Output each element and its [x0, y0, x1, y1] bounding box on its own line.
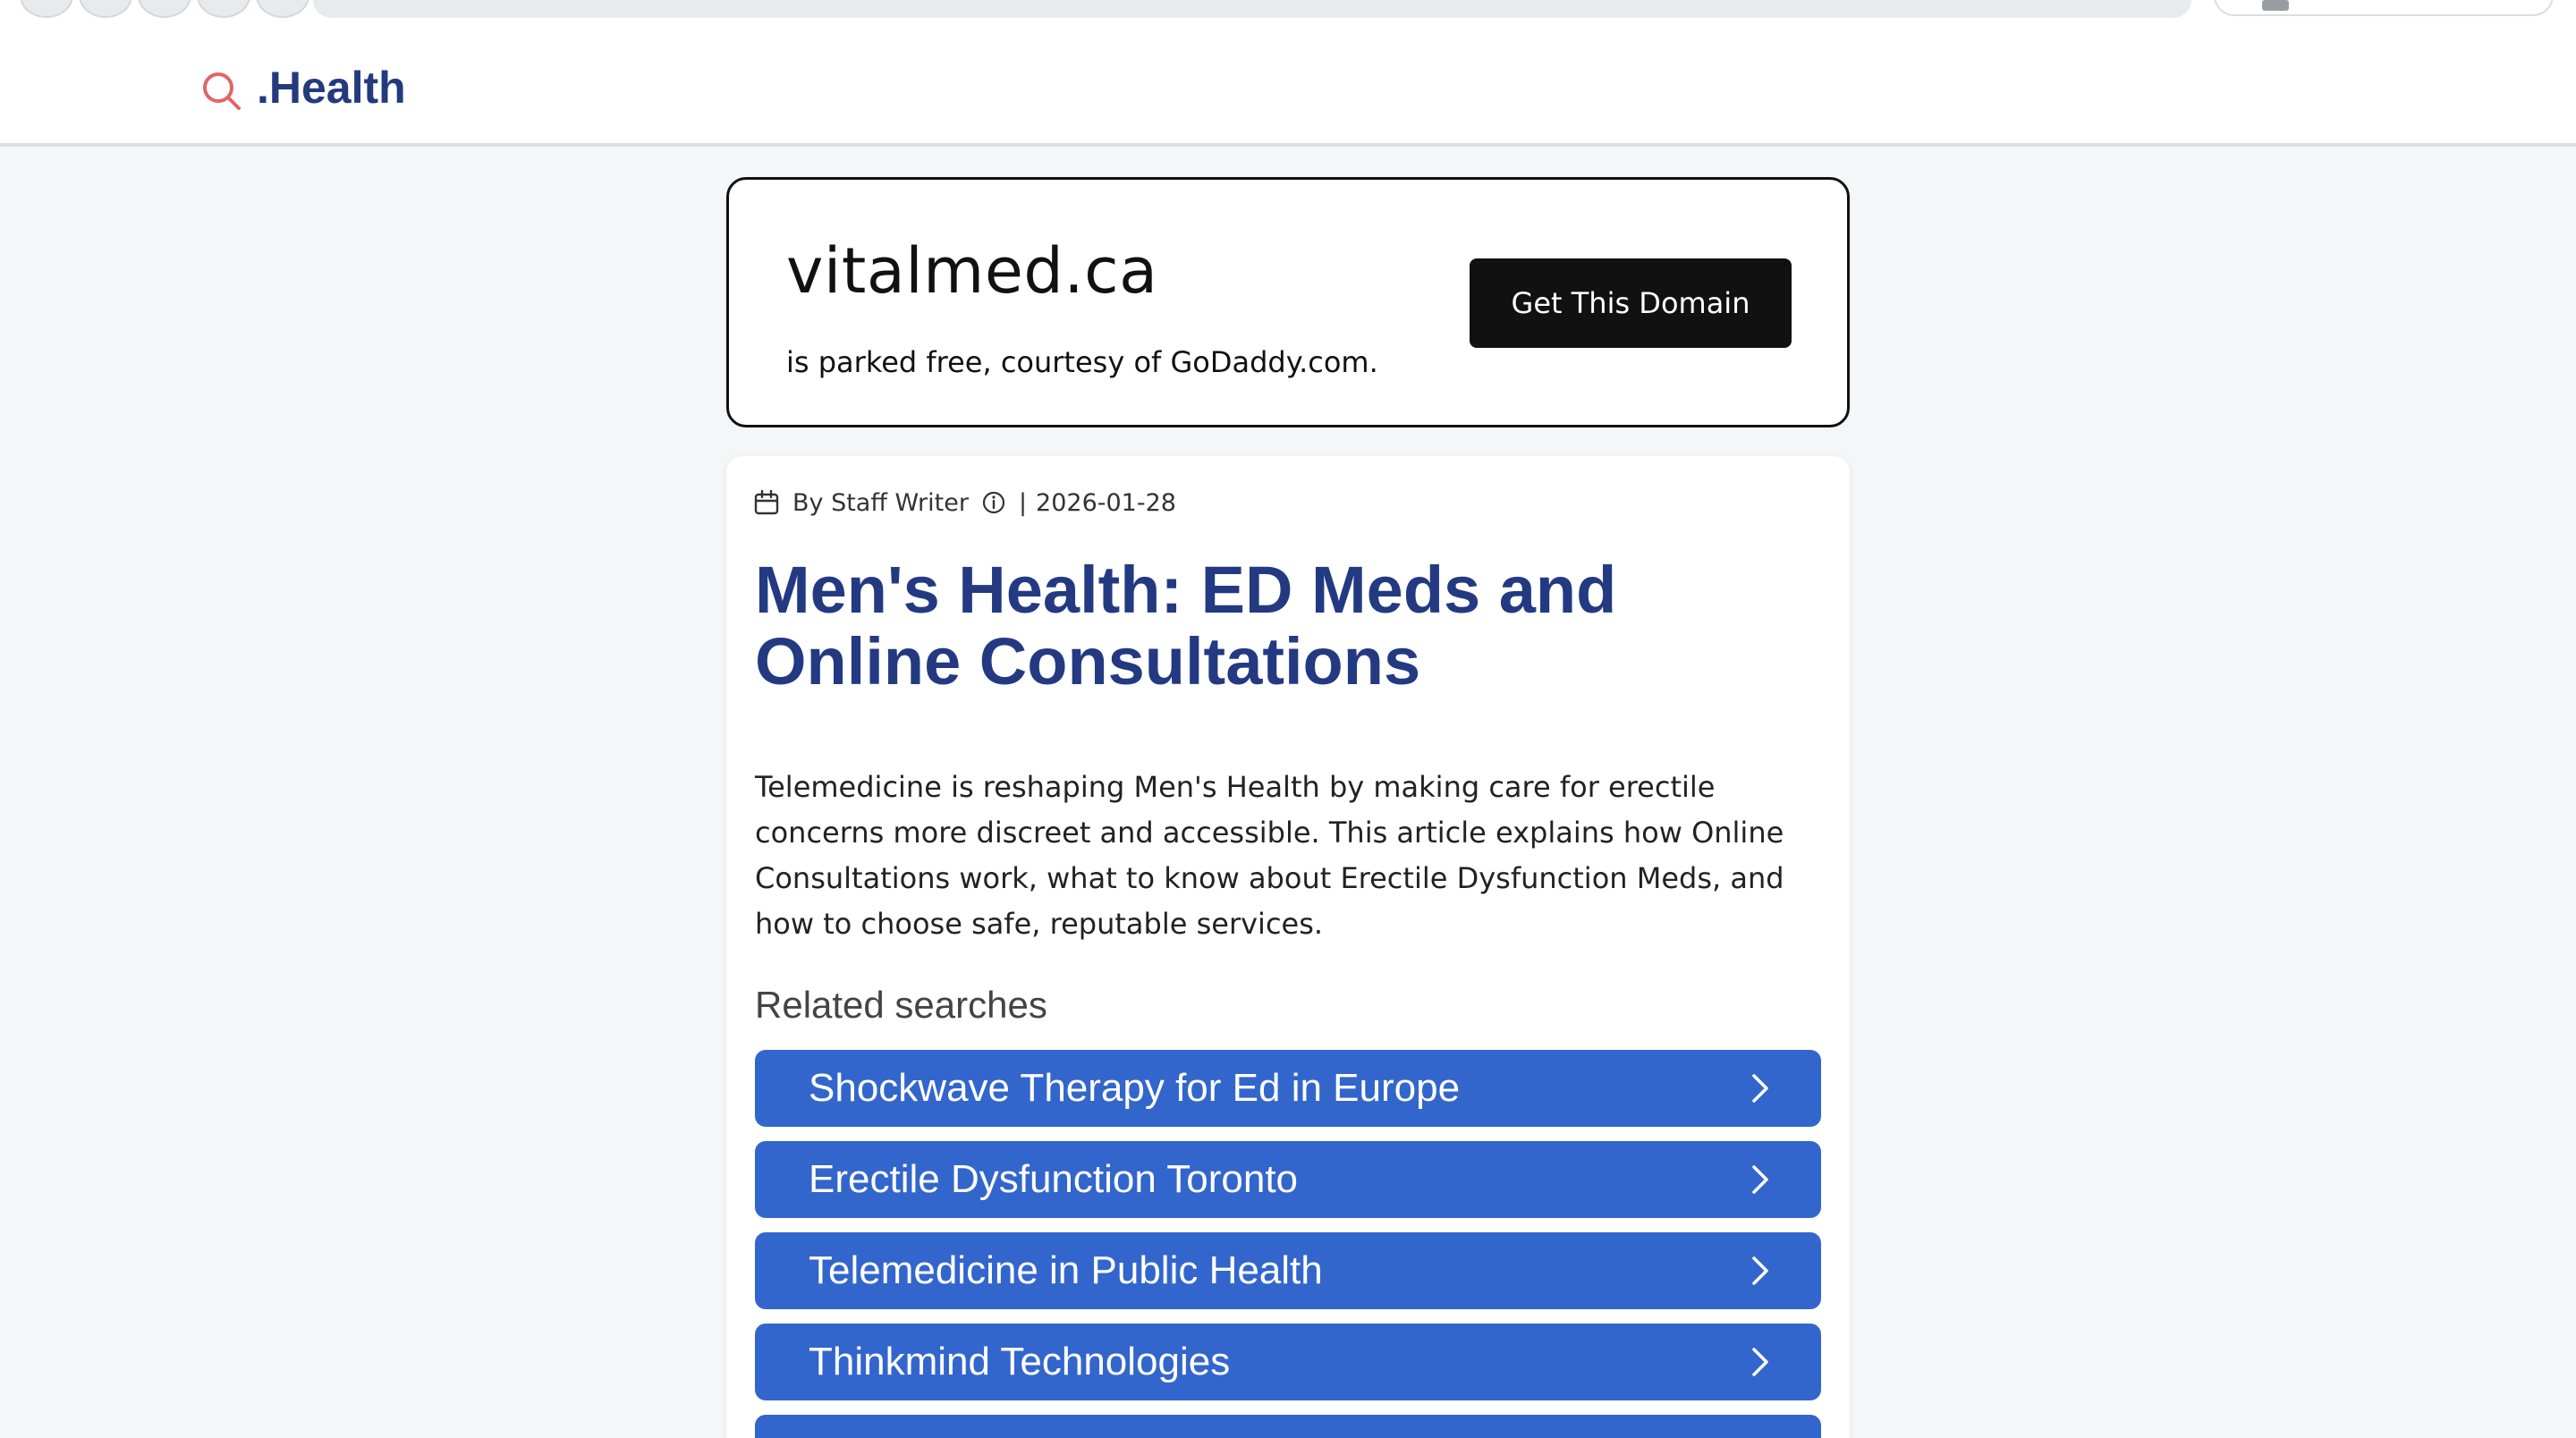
- related-search-label: Thinkmind Technologies: [809, 1340, 1231, 1383]
- chevron-right-icon: [1744, 1255, 1776, 1287]
- browser-tab-strip[interactable]: [313, 0, 2191, 18]
- get-domain-button[interactable]: Get This Domain: [1470, 258, 1792, 348]
- related-search-label: Shockwave Therapy for Ed in Europe: [809, 1066, 1461, 1110]
- chevron-right-icon: [1744, 1346, 1776, 1378]
- site-header: [0, 32, 2576, 147]
- parked-domain-card: [726, 177, 1850, 427]
- domain-name: vitalmed.ca: [786, 234, 1158, 308]
- browser-toolbar: [0, 0, 2576, 32]
- browser-home-button[interactable]: [197, 0, 250, 18]
- chevron-right-icon: [1744, 1163, 1776, 1196]
- site-logo[interactable]: .Health: [257, 63, 406, 113]
- browser-forward-button[interactable]: [79, 0, 132, 18]
- browser-reload-button[interactable]: [138, 0, 191, 18]
- article-lead: Telemedicine is reshaping Men's Health by making care for erectile concerns more discreet and accessible. This article explains how Online Consultations work, what to know about Erectile Dysfunction Meds, and how to choose safe, reputable services.: [755, 770, 1784, 941]
- publish-date: 2026-01-28: [1036, 488, 1176, 517]
- calendar-icon: [753, 489, 780, 516]
- browser-menu-button[interactable]: [256, 0, 309, 18]
- author-name: By Staff Writer: [792, 488, 969, 517]
- related-search-item[interactable]: [755, 1050, 1821, 1127]
- related-search-item[interactable]: [755, 1415, 1821, 1438]
- related-search-item[interactable]: [755, 1141, 1821, 1218]
- info-icon[interactable]: [981, 490, 1006, 515]
- search-icon[interactable]: [200, 70, 243, 113]
- article-title: Men's Health: ED Meds and Online Consultations: [755, 553, 1617, 698]
- meta-separator: |: [1018, 488, 1028, 517]
- parked-notice: is parked free, courtesy of GoDaddy.com.: [786, 345, 1378, 379]
- chevron-right-icon: [1744, 1072, 1776, 1104]
- browser-back-button[interactable]: [20, 0, 73, 18]
- related-search-item[interactable]: [755, 1232, 1821, 1309]
- related-search-label: Telemedicine in Public Health: [809, 1248, 1323, 1292]
- article-card: [726, 456, 1850, 1438]
- browser-address-bar[interactable]: [2214, 0, 2554, 16]
- related-search-label: Erectile Dysfunction Toronto: [809, 1157, 1299, 1201]
- related-search-item[interactable]: [755, 1324, 1821, 1400]
- article-meta: [753, 483, 1176, 522]
- extension-icon: [2262, 0, 2289, 11]
- related-searches-list: [755, 1050, 1821, 1438]
- related-searches-title: Related searches: [755, 984, 1047, 1026]
